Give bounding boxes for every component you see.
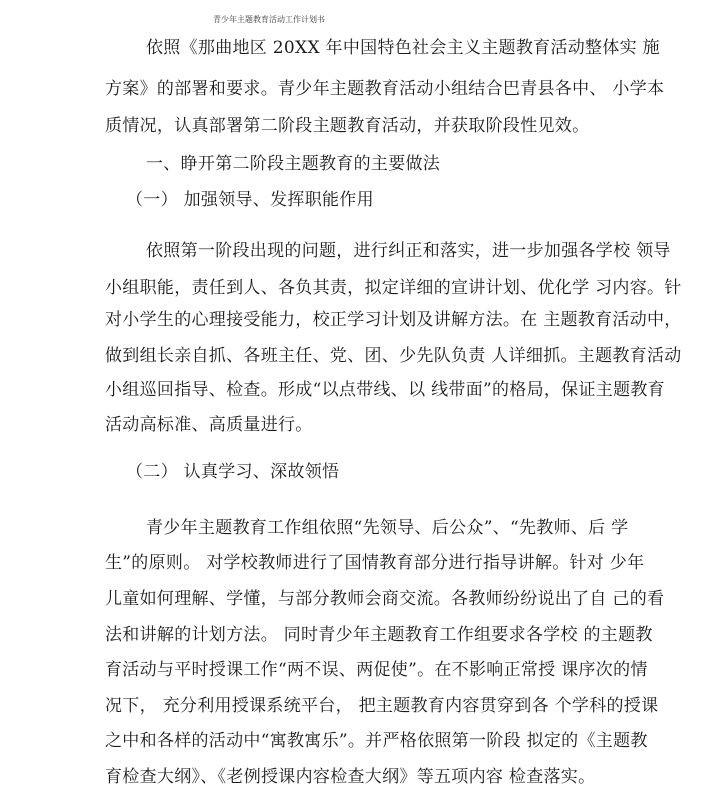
paragraph-line: 青少年主题教育工作组依照“先领导、后公众”、“先教师、后 学 <box>146 518 629 538</box>
subsection-heading: （一） 加强领导、发挥职能作用 <box>126 190 374 210</box>
subsection-heading: （二） 认真学习、深故领悟 <box>126 462 340 482</box>
paragraph-line: 法和讲解的计划方法。 同时青少年主题教育工作组要求各学校 的主题教 <box>105 625 653 645</box>
paragraph-line: 小组职能，责任到人、各负其责，拟定详细的宣讲计划、优化学 习内容。针 <box>105 278 682 298</box>
paragraph-line: 儿童如何理解、学懂，与部分教师会商交流。各教师纷纷说出了自 己的看 <box>105 589 665 609</box>
paragraph-line: 育检查大纲》、《老例授课内容检查大纲》等五项内容 检查落实。 <box>105 767 596 787</box>
paragraph-line: 方案》的部署和要求。青少年主题教育活动小组结合巴青县各中、 小学本 <box>105 79 665 99</box>
paragraph-line: 活动高标准、高质量进行。 <box>105 415 313 435</box>
paragraph-line: 育活动与平时授课工作“两不误、两促使”。在不影响正常授 课序次的情 <box>105 660 648 680</box>
paragraph-line: 之中和各样的活动中“寓教寓乐”。并严格依照第一阶段 拟定的《主题教 <box>105 731 648 751</box>
paragraph-line: 质情况，认真部署第二阶段主题教育活动，并获取阶段性见效。 <box>105 116 590 136</box>
section-heading: 一、睁开第二阶段主题教育的主要做法 <box>146 154 441 174</box>
paragraph-line: 依照《那曲地区 20XX 年中国特色社会主义主题教育活动整体实 施 <box>146 38 660 58</box>
paragraph-line: 做到组长亲自抓、各班主任、党、团、少先队负责 人详细抓。主题教育活动 <box>105 346 682 366</box>
paragraph-line: 对小学生的心理接受能力，校正学习计划及讲解方法。在 主题教育活动中， <box>105 310 682 330</box>
paragraph-line: 况下， 充分利用授课系统平台， 把主题教育内容贯穿到各 个学科的授课 <box>105 696 659 716</box>
paragraph-line: 小组巡回指导、检查。形成“以点带线、以 线带面”的格局，保证主题教育 <box>105 380 665 400</box>
running-header: 青少年主题教育活动工作计划书 <box>213 15 325 24</box>
paragraph-line: 生”的原则。 对学校教师进行了国情教育部分进行指导讲解。针对 少年 <box>105 553 645 573</box>
paragraph-line: 依照第一阶段出现的问题，进行纠正和落实，进一步加强各学校 领导 <box>146 241 671 261</box>
